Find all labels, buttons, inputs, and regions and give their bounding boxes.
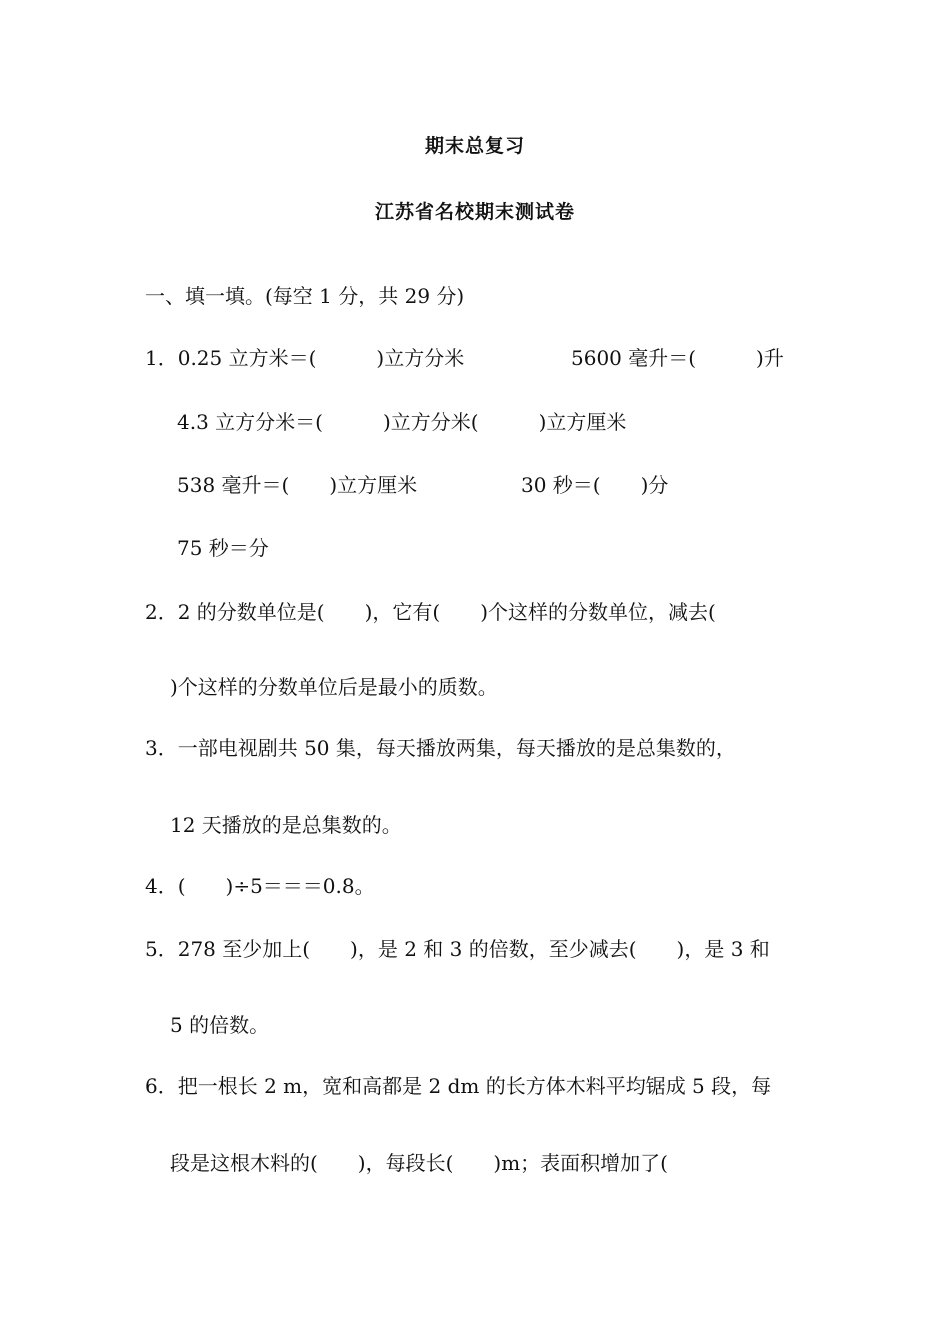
question-6-line-1: 6．把一根长 2 m，宽和高都是 2 dm 的长方体木料平均锯成 5 段，每 bbox=[145, 1074, 772, 1098]
question-2-line-2: )个这样的分数单位后是最小的质数。 bbox=[170, 675, 498, 699]
question-3-line-1: 3．一部电视剧共 50 集，每天播放两集，每天播放的是总集数的， bbox=[145, 736, 736, 760]
page-title: 期末总复习 bbox=[424, 135, 525, 157]
question-5-line-2: 5 的倍数。 bbox=[170, 1013, 270, 1037]
question-6-line-2: 段是这根木料的( )，每段长( )m；表面积增加了( bbox=[170, 1151, 668, 1175]
question-1-line-3a: 538 毫升＝( )立方厘米 bbox=[177, 473, 418, 497]
question-2-line-1: 2．2 的分数单位是( )，它有( )个这样的分数单位，减去( bbox=[145, 600, 716, 624]
question-5-line-1: 5．278 至少加上( )，是 2 和 3 的倍数，至少减去( )，是 3 和 bbox=[145, 937, 770, 961]
question-1-line-1b: 5600 毫升＝( )升 bbox=[571, 346, 784, 370]
page-subtitle: 江苏省名校期末测试卷 bbox=[374, 201, 575, 223]
question-1-line-4: 75 秒＝分 bbox=[177, 536, 269, 560]
question-1-line-2: 4.3 立方分米＝( )立方分米( )立方厘米 bbox=[177, 410, 627, 434]
question-1-line-3b: 30 秒＝( )分 bbox=[521, 473, 669, 497]
question-4-line-1: 4．( )÷5＝＝＝0.8。 bbox=[145, 874, 375, 898]
section-heading: 一、填一填。(每空 1 分，共 29 分) bbox=[145, 284, 465, 308]
question-1-line-1a: 1．0.25 立方米＝( )立方分米 bbox=[145, 346, 465, 370]
question-3-line-2: 12 天播放的是总集数的。 bbox=[170, 813, 402, 837]
